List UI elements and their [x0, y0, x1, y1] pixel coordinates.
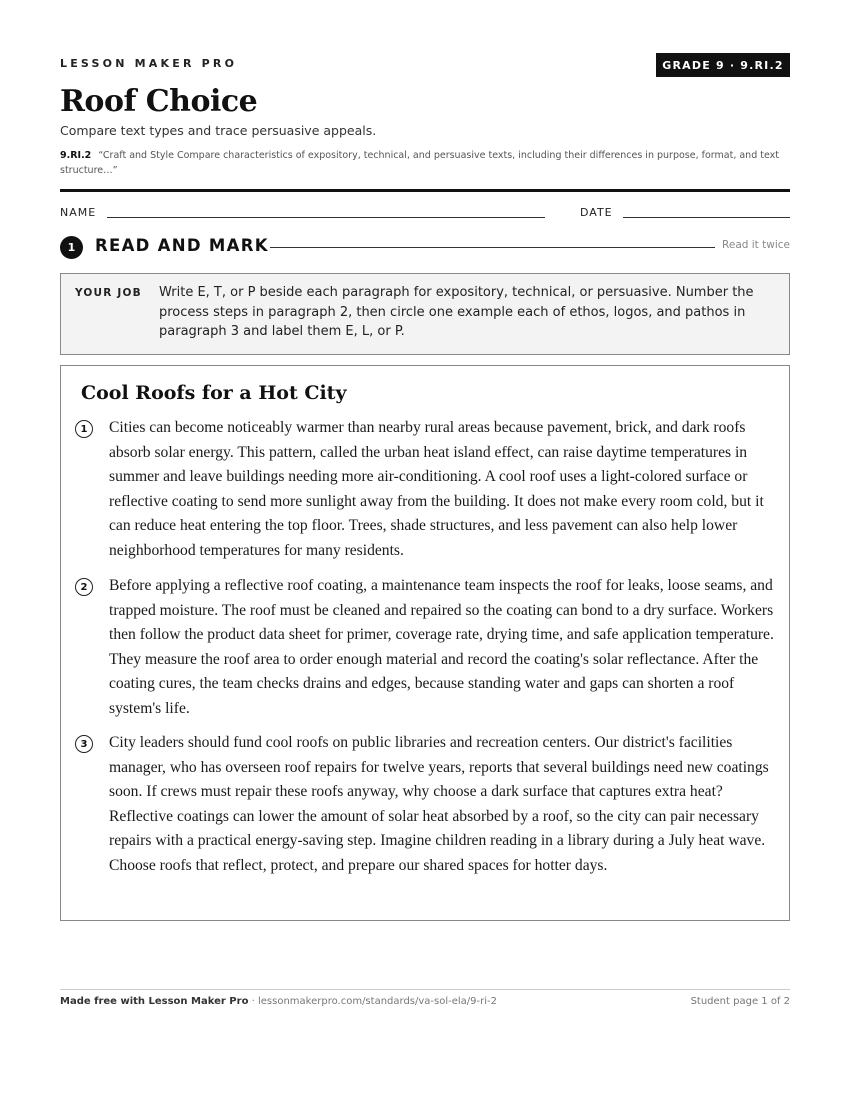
footer-maker: Made free with Lesson Maker Pro — [60, 996, 249, 1007]
instructions-box — [60, 273, 790, 355]
section-header — [60, 235, 790, 259]
section-divider — [270, 247, 715, 248]
date-label: DATE — [580, 206, 613, 219]
paragraph-text: Cities can become noticeably warmer than nearby rural areas because pavement, brick, and dark roofs absorb solar energy. This pattern, called the urban heat island effect, can raise daytime temperatures in summer and leave buildings needing more air-conditioning. A cool roof uses a light-colored surface or reflective coating to send more sunlight away from the building. It does not make every room cold, but it can reduce heat entering the top floor. Trees, shade structures, and less pavement can also help lower neighborhood temperatures for many residents. — [109, 419, 764, 559]
section-number-badge: 1 — [60, 236, 83, 259]
date-field[interactable] — [623, 217, 790, 218]
reading-passage — [60, 365, 790, 921]
header-divider — [60, 189, 790, 192]
standard-reference — [60, 148, 790, 178]
footer-url: · lessonmakerpro.com/standards/va-sol-ela/9-ri-2 — [248, 996, 497, 1007]
paragraph-text: City leaders should fund cool roofs on public libraries and recreation centers. Our district's facilities manager, who has overseen roof repairs for twelve years, reports that several buildings need new coatings soon. If crews must repair these roofs anyway, why choose a dark surface that captures extra heat? Reflective coatings can lower the amount of solar heat absorbed by a roof, so the city can pair necessary repairs with a practical energy-saving step. Imagine children reading in a library during a July heat wave. Choose roofs that reflect, protect, and prepare our shared spaces for hotter days. — [109, 734, 769, 874]
page-subtitle: Compare text types and trace persuasive appeals. — [60, 123, 377, 138]
instructions-text: Write E, T, or P beside each paragraph for expository, technical, or persuasive. Number the process steps in paragraph 2, then circle one example each of ethos, logos, and pathos in paragraph 3 and label them E, L, or P. — [159, 285, 754, 339]
page-indicator: Student page 1 of 2 — [690, 996, 790, 1007]
name-label: NAME — [60, 206, 97, 219]
passage-title: Cool Roofs for a Hot City — [81, 382, 347, 404]
grade-badge: GRADE 9 · 9.RI.2 — [656, 53, 790, 77]
footer-divider — [60, 989, 790, 990]
standard-code: 9.RI.2 — [60, 150, 92, 161]
brand-name: LESSON MAKER PRO — [60, 57, 238, 70]
footer-credit — [60, 996, 497, 1007]
section-title: READ AND MARK — [95, 236, 269, 255]
standard-text: “Craft and Style Compare characteristics of expository, technical, and persuasive texts, including their differences in purpose, format, and text structure…” — [60, 150, 779, 176]
paragraph-number-badge: 2 — [75, 578, 93, 596]
page-title: Roof Choice — [60, 84, 258, 119]
paragraph-text: Before applying a reflective roof coating, a maintenance team inspects the roof for leaks, loose seams, and trapped moisture. The roof must be cleaned and repaired so the coating can bond to a dry surface. Workers then follow the product data sheet for primer, coverage rate, drying time, and safe application temperature. They measure the roof area to order enough material and record the coating's solar reflectance. After the coating cures, the team checks drains and edges, because standing water and gaps can shorten a roof system's life. — [109, 577, 774, 717]
paragraph-number-badge: 3 — [75, 735, 93, 753]
name-field[interactable] — [107, 217, 545, 218]
instructions-label: YOUR JOB — [75, 287, 142, 299]
paragraph-number-badge: 1 — [75, 420, 93, 438]
section-note: Read it twice — [722, 239, 790, 251]
